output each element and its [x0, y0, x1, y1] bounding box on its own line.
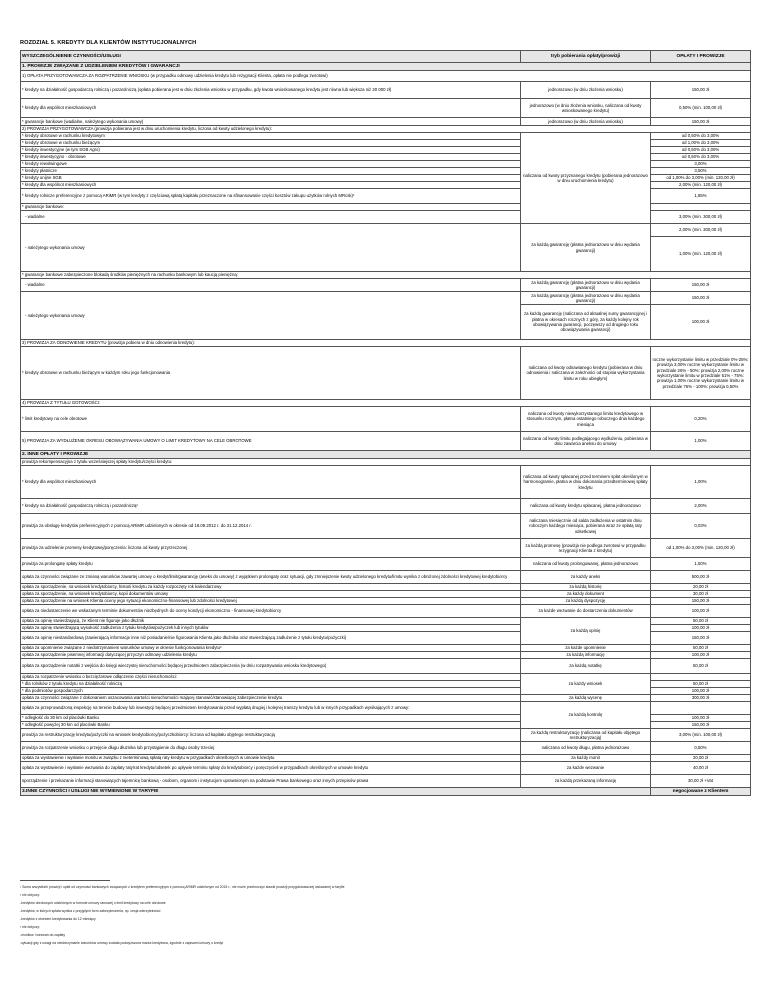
fee-cell: 100,00 zł — [651, 688, 751, 695]
table-row — [21, 591, 751, 598]
fee-cell: 20,00 zł — [651, 755, 751, 762]
service-cell: opłata za upomnienie związane z niedotrzymaniem warunków umowy w okresie funkcjonowania kredytu³ — [21, 645, 521, 652]
mode-cell: za każdą restrukturyzację (naliczana od kapitału objętego restrukturyzacją) — [521, 729, 651, 742]
fee-cell: 500,00 zł — [651, 571, 751, 584]
service-cell: * kredyty rewolwingowe — [21, 161, 521, 168]
service-cell: * kredyty obrotowe w rachunku bieżącym — [21, 140, 521, 147]
service-cell: prowizja za restrukturyzację kredytu/pożyczki na wniosek kredytobiorcy/pożyczkobiorcy: liczona od kapitału objętego restrukturyzacją — [21, 729, 521, 742]
fee-cell: 1,00% — [651, 432, 751, 451]
service-cell: opłata za niedostarczenie we wskazanym terminie dokumentów niezbędnych do oceny kondycji ekonomiczno - finansowej kredytobiorcy — [21, 605, 521, 618]
section-title: 3.INNE CZYNNOŚCI I USŁUGI NIE WYMIENIONE W TARYFIE — [21, 788, 651, 796]
fee-cell: 0,50% — [651, 742, 751, 755]
mode-cell: za każdą gwarancję (płatna jednorazowo w dniu wydania gwarancji) — [521, 292, 651, 305]
table-row — [21, 99, 751, 118]
fee-cell: 100,00 zł — [651, 305, 751, 340]
fee-cell — [651, 674, 751, 681]
service-cell: * kredyty rolnicze preferencyjne z pomocą ARiMR (w tym kredyty z częściową spłatą kapitału przeznaczone na sfinansowanie części kosztów zakupu użytków rolnych MRcsk)¹ — [21, 189, 521, 204]
fee-cell: negocjowane z Klientem — [651, 788, 751, 796]
fee-cell: 150,00 zł — [651, 82, 751, 99]
fee-cell: od 0,50% do 3,00% — [651, 133, 751, 140]
table-row — [21, 558, 751, 571]
fee-cell: 2,00% (min. 300,00 zł) — [651, 224, 751, 237]
service-cell: * kredyty inwestycyjno - obrotowe — [21, 154, 521, 161]
subsection-row — [21, 459, 751, 466]
service-cell: prowizja za obsługę kredytów preferencyjnych z pomocą ARiMR udzielonych w okresie od 18.09.2012 r. do 31.12.2014 r. — [21, 514, 521, 539]
table-row — [21, 466, 751, 499]
fee-cell: 30,00 zł — [651, 591, 751, 598]
table-row — [21, 729, 751, 742]
table-header — [21, 51, 751, 63]
service-cell: * odległość do 30 km od placówki Banku — [21, 715, 521, 722]
service-cell: opłata za opinię stwierdzającą wysokość zadłużenia z tytułu kredytów/pożyczek lub innych tytułów — [21, 625, 521, 632]
subsection-title: 1) OPŁATA PRZYGOTOWAWCZA ZA ROZPATRZENIE WNIOSKU (w przypadku odmowy udzielenia kredytu lub rezygnacji Klienta, opłata nie podlega zwrotowi) — [21, 71, 751, 82]
table-row — [21, 605, 751, 618]
service-cell: - wadialne — [21, 211, 521, 224]
subsection-title: * gwarancje bankowe zabezpieczone blokadą środków pieniężnych na rachunku bankowym lub kaucją pieniężną: — [21, 272, 751, 279]
mode-cell: naliczana od kwoty prolongowanej, płatna jednorazowo — [521, 558, 651, 571]
fee-cell: 1,50% — [651, 558, 751, 571]
table-row — [21, 762, 751, 775]
mode-cell: za każde wezwanie do dostarczenia dokumentów — [521, 605, 651, 618]
fee-cell: 1,00% (min. 120,00 zł) — [651, 237, 751, 272]
fee-cell: od 1,00% do 3,00% (min. 120,00 zł) — [651, 539, 751, 558]
service-cell: opłata za rozpatrzenie wniosku o bezciężarowe odłączenie części nieruchomości: — [21, 674, 521, 681]
section-row — [21, 451, 751, 459]
table-row — [21, 407, 751, 432]
subsection-row — [21, 126, 751, 133]
fee-cell: 150,00 zł — [651, 722, 751, 729]
table-row — [21, 755, 751, 762]
service-cell: * kredyty unijne SGB — [21, 175, 521, 182]
footnote-divider — [20, 880, 110, 881]
mode-cell: za każdy wniosek — [521, 674, 651, 695]
footnote: ¹ Suma wszystkich prowizji i opłat od czynności bankowych związanych z kredytem preferencyjnym z pomocą ARiMR udzielonym od 2015 r., nie może przekroczyć stawki prowizji przygotowawczej wskazanej w taryfie — [20, 885, 345, 889]
fee-cell: 150,00 zł — [651, 118, 751, 126]
section-row — [21, 63, 751, 71]
table-row — [21, 645, 751, 652]
page-title: ROZDZIAŁ 5. KREDYTY DLA KLIENTÓW INSTYTUCJONALNYCH — [20, 40, 197, 46]
mode-cell: za każdy aneks — [521, 571, 651, 584]
service-cell: * gwarancje bankowe: — [21, 204, 521, 211]
service-cell: * dla rolników z tytułu kredytu na działalność rolniczą — [21, 681, 521, 688]
service-cell: opłata za sporządzenie, na wniosek kredytobiorcy, kopii dokumentów umowy — [21, 591, 521, 598]
fee-cell: 50,00 zł — [651, 659, 751, 674]
header-service: WYSZCZEGÓLNIENIE CZYNNOŚCI/USŁUGI — [21, 51, 521, 63]
table-row — [21, 133, 751, 140]
footnote: -sytuacji gdy z uwagi na niedotrzymanie warunków umowy została podwyższona marża kredytowa, zgodnie z zapisami umowy o kredyt — [20, 941, 224, 945]
section-title: 2. INNE OPŁATY I PROWIZJE — [21, 451, 751, 459]
service-cell: * dla podmiotów gospodarczych — [21, 688, 521, 695]
footnote: -kredytów, w których spłata wynika z przyjętych form zabezpieczenia, np. cesja wierzytelności — [20, 909, 161, 913]
table-row — [21, 598, 751, 605]
fee-cell: 1,85% — [651, 189, 751, 204]
footnote: ² nie dotyczy: — [20, 893, 40, 897]
table-body — [21, 63, 751, 796]
fee-cell — [651, 702, 751, 715]
service-cell: opłata za sporządzenie notatki z wejścia do księgi wieczystej nieruchomości będącej przedmiotem zabezpieczenia (w dniu rozpatrywania wniosku kredytowego) — [21, 659, 521, 674]
table-row — [21, 514, 751, 539]
table-row — [21, 292, 751, 305]
fee-cell: 20,00 zł — [651, 584, 751, 591]
subsection-row — [21, 340, 751, 347]
mode-cell: za każdą przekazaną informację — [521, 775, 651, 788]
fee-cell: 3,00% (min. 300,00 zł) — [651, 211, 751, 224]
table-row — [21, 584, 751, 591]
footnote: -kredytów z okresem kredytowania do 12 miesięcy — [20, 917, 96, 921]
service-cell: opłata za przeprowadzoną inspekcję na terenie budowy lub inwestycji będącej przedmiotem kredytowania przed wypłatą drugiej i kolejnej transzy kredytu lub w innych przypadkach wynikających z umowy: — [21, 702, 521, 715]
fee-cell: 3,00% — [651, 161, 751, 168]
mode-cell: za każdą kontrolę — [521, 702, 651, 729]
table-row — [21, 118, 751, 126]
mode-cell: za każdą opinię — [521, 618, 651, 645]
table-row — [21, 539, 751, 558]
fee-cell: 50,00 zł — [651, 681, 751, 688]
footnote: -monitów i wezwań do zapłaty — [20, 933, 66, 937]
service-cell: - należytego wykonania umowy — [21, 224, 521, 272]
fee-cell: 0,50% (min. 100,00 zł) — [651, 99, 751, 118]
service-cell: * kredyty płatnicze — [21, 168, 521, 175]
mode-cell: za każdą wycenę — [521, 695, 651, 702]
service-cell: 5) PROWIZJA ZA WYDŁUŻENIE OKRESU OBOWIĄZYWANIA UMOWY O LIMIT KREDYTOWY NA CELE OBROTOWE — [21, 432, 521, 451]
subsection-row — [21, 400, 751, 407]
service-cell: * limit kredytowy na cele obrotowe — [21, 407, 521, 432]
fee-cell: roczne wykorzystanie limitu w przedziale 0%-25%: prowizja 3,00% roczne wykorzystanie limitu w przedziale 26% - 50%: prowizja 2,00% roczne wykorzystanie limitu w przedziale 51% - 75%: prowizja 1,00% roczne wykorzystanie limitu w przedziale 76% - 100%: prowizja 0,50% — [651, 347, 751, 400]
mode-cell: za każdy dokument — [521, 591, 651, 598]
fee-cell: 150,00 zł — [651, 279, 751, 292]
service-cell: opłata za opinię niestandardową (zawierającą informacje inne niż posiadanie/nie figurowania Klienta jako dłużnika oraz stwierdzającą zadłużenie z tytułu kredytu/pożyczki) — [21, 632, 521, 645]
table-row — [21, 571, 751, 584]
footnote: -kredytów obrotowych udzielonych w formule umowy ramowej o limit kredytowy na cele obrotowe — [20, 901, 166, 905]
subsection-title: prowizja rekompensacyjna z tytułu wcześniejszej spłaty kredytu/części kredytu: — [21, 459, 751, 466]
table-row — [21, 279, 751, 292]
table-row — [21, 224, 751, 237]
fee-cell: od 0,50% do 3,00% — [651, 147, 751, 154]
service-cell: * gwarancje bankowe (wadialne, należytego wykonania umowy) — [21, 118, 521, 126]
subsection-title: 2) PROWIZJA PRZYGOTOWAWCZA (prowizja pobierana jest w dniu uruchomienia kredytu, liczona od kwoty udzielonego kredytu): — [21, 126, 751, 133]
mode-cell: za każdą gwarancję (płatna jednorazowo w dniu wydania gwarancji) — [521, 224, 651, 272]
fee-cell: 0,20% — [651, 407, 751, 432]
table-row — [21, 702, 751, 715]
mode-cell: za każdą historię — [521, 584, 651, 591]
service-cell: * kredyty dla wspólnot mieszkaniowych — [21, 466, 521, 499]
mode-cell: jednorazowo (w dniu złożenia wniosku) — [521, 118, 651, 126]
service-cell: opłata za sporządzenie, na wniosek kredytobiorcy, historii kredytu za każdy rozpoczęty rok kalendarzowy — [21, 584, 521, 591]
subsection-title: 3) PROWIZJA ZA ODNOWIENIE KREDYTU (prowizja pobiera w dniu odnowienia kredytu): — [21, 340, 751, 347]
table-row — [21, 82, 751, 99]
service-cell: * odległość powyżej 30 km od placówki Banku — [21, 722, 521, 729]
table-row — [21, 272, 751, 279]
mode-cell: za każdą gwarancję (płatna jednorazowo w dniu wydania gwarancji) — [521, 279, 651, 292]
fee-cell: od 1,00% do 3,00% (min. 120,00 zł) — [651, 175, 751, 182]
mode-cell: za każdą promesę (prowizja nie podlega zwrotowi w przypadku rezygnacji Klienta z kredytu) — [521, 539, 651, 558]
fee-cell: 300,00 zł — [651, 695, 751, 702]
table-row — [21, 695, 751, 702]
service-cell: * kredyty obrotowe w rachunku bieżącym w każdym roku jego funkcjonowania — [21, 347, 521, 400]
service-cell: prowizja za prolongatę spłaty kredytu — [21, 558, 521, 571]
fee-cell: od 0,50% do 3,00% — [651, 154, 751, 161]
fee-cell — [651, 204, 751, 211]
mode-cell: za każdą gwarancję (naliczana od aktualnej sumy gwarancyjnej i płatna w okresach rocznych z góry, za każdy kolejny rok obowiązywania gwarancji, poczęwszy od drugiego roku obowiązywania gwarancji) — [521, 305, 651, 340]
fee-cell: 100,00 zł — [651, 605, 751, 618]
fee-cell: 150,00 zł — [651, 598, 751, 605]
table-row — [21, 775, 751, 788]
service-cell: sporządzenie i przekazanie informacji stanowiących tajemnicę bankową - osobom, organom i instytucjom uprawnionym na podstawie Prawa bankowego oraz innych przepisów prawa — [21, 775, 521, 788]
mode-cell: naliczana od kwoty kredytu spłacanej, płatna jednorazowo — [521, 499, 651, 514]
mode-cell: naliczana od kwoty niewykorzystanego limitu kredytowego w stosunku rocznym, płatna ostatniego roboczego dnia każdego miesiąca — [521, 407, 651, 432]
service-cell: * kredyty dla wspólnot mieszkaniowych — [21, 99, 521, 118]
table-row — [21, 652, 751, 659]
mode-cell: naliczana od kwoty odnawianego kredytu (pobierana w dniu odnowienia i naliczana w zależności od stopnia wykorzystania limitu w roku ubiegłym) — [521, 347, 651, 400]
table-row — [21, 618, 751, 625]
mode-cell: naliczana od kwoty długu, płatna jednorazowo — [521, 742, 651, 755]
service-cell: opłata za sporządzenie pisemnej informacji dotyczącej przyczyn odmowy udzielenia kredytu — [21, 652, 521, 659]
mode-cell: naliczana miesięcznie od salda zadłużenia w ostatnim dniu roboczym każdego miesiąca, pobierana wraz ze spłatą raty odsetkowej — [521, 514, 651, 539]
fee-cell: 100,00 zł — [651, 652, 751, 659]
service-cell: prowizja za rozpatrzenie wniosku o przejęcie długu dłużnika lub przystąpienie do długu osoby trzeciej — [21, 742, 521, 755]
service-cell: * kredyty obrotowe w rachunku kredytowym — [21, 133, 521, 140]
fee-cell: 50,00 zł — [651, 645, 751, 652]
service-cell: * kredyty inwestycyjne (w tym SGB Agro) — [21, 147, 521, 154]
table-row — [21, 347, 751, 400]
fee-cell: 2,00% (min. 120,00 zł) — [651, 182, 751, 189]
mode-cell: za każdą notatkę — [521, 659, 651, 674]
mode-cell: za każde upomnienie — [521, 645, 651, 652]
fee-cell: od 1,00% do 3,00% — [651, 140, 751, 147]
table-row — [21, 432, 751, 451]
mode-cell: za każdy monit — [521, 755, 651, 762]
service-cell: - wadialne — [21, 279, 521, 292]
service-cell: opłata za wystawienie i wysłanie monitu w związku z nieterminową spłatą raty kredytu w przypadkach określonych w umowie kredytu — [21, 755, 521, 762]
service-cell: - należytego wykonania umowy — [21, 292, 521, 340]
service-cell: * kredyty na działalność gospodarczą rolniczą i pozarolniczą² — [21, 499, 521, 514]
fee-cell: 2,00% — [651, 499, 751, 514]
fee-cell: 0,03% — [651, 514, 751, 539]
mode-cell: naliczana od kwoty spłacanej przed terminem spłat określonym w harmonogramie, płatna w dniu dokonania przedterminowej spłaty kredytu — [521, 466, 651, 499]
section-row — [21, 788, 751, 796]
table-row — [21, 499, 751, 514]
mode-cell: za każdą informację — [521, 652, 651, 659]
header-fee: OPŁATY I PROWIZJE — [651, 51, 751, 63]
table-row — [21, 674, 751, 681]
fee-cell: 150,00 zł — [651, 292, 751, 305]
service-cell: opłata za sporządzenie na wniosek Klienta oceny jego sytuacji ekonomiczno-finansowej lub zdolności kredytowej — [21, 598, 521, 605]
service-cell: * kredyty dla wspólnot mieszkaniowych — [21, 182, 521, 189]
footnotes — [20, 883, 750, 947]
service-cell: opłata za wystawienie i wysłanie wezwania do zapłaty raty/rat kredytu/odsetek po upływie terminu spłaty do kredytobiorcy i poręczycieli w przypadkach określonych w umowie kredytu — [21, 762, 521, 775]
table-row — [21, 659, 751, 674]
fees-table — [20, 50, 751, 796]
fee-cell: 50,00 zł — [651, 618, 751, 625]
service-cell: * kredyty na działalność gospodarczą rolniczą i pozarolniczą (opłata pobierana jest w dniu złożenia wniosku w przypadku, gdy kwota wnioskowanego kredytu jest równa lub większa niż 20 000 zł) — [21, 82, 521, 99]
fee-cell: 30,00 zł +Vat — [651, 775, 751, 788]
mode-cell: naliczana od kwoty przyznanego kredytu (pobierana jednorazowo w dniu uruchomienia kredytu) — [521, 133, 651, 224]
mode-cell: naliczana od kwoty limitu podlegającego wydłużeniu, pobierana w dniu zawarcia aneksu do umowy — [521, 432, 651, 451]
mode-cell: za każde wezwanie — [521, 762, 651, 775]
service-cell: prowizja za udzielenie promesy kredytowej/poręczenia: liczona od kwoty przyrzeczonej — [21, 539, 521, 558]
header-mode: tryb pobierania opłaty/prowizji — [521, 51, 651, 63]
service-cell: opłata za opinię stwierdzającą, że Klient nie figuruje jako dłużnik — [21, 618, 521, 625]
mode-cell: jednorazowo (w dniu złożenia wniosku) — [521, 82, 651, 99]
subsection-row — [21, 71, 751, 82]
table-row — [21, 742, 751, 755]
subsection-title: 4) PROWIZJA Z TYTUŁU GOTOWOŚCI: — [21, 400, 751, 407]
service-cell: opłata za czynności związane z dokonaniem oszacowania wartości nieruchomości mającej stanowić/stanowiącej zabezpieczenie kredytu — [21, 695, 521, 702]
fee-cell: 100,00 zł — [651, 625, 751, 632]
mode-cell: za każdą dyspozycję — [521, 598, 651, 605]
fee-cell: 150,00 zł — [651, 632, 751, 645]
section-title: 1. PROWIZJE ZWIĄZANE Z UDZIELENIEM KREDYTÓW I GWARANCJI — [21, 63, 751, 71]
fee-cell: 1,00% — [651, 466, 751, 499]
footnote: ³ nie dotyczy: — [20, 925, 40, 929]
fee-cell: 3,50% — [651, 168, 751, 175]
fee-cell: 100,00 zł — [651, 715, 751, 722]
fee-cell: 40,00 zł — [651, 762, 751, 775]
fee-cell: 3,00% (min. 100,00 zł) — [651, 729, 751, 742]
service-cell: opłata za czynności związane ze zmianą warunków zawartej umowy o kredyt/limit/gwarancję (aneks do umowy) z wyjątkiem prolongaty oraz sytuacji, gdy zmniejszenie kwoty udzielonego kredytu/limitu wynika z obniżonej zdolności kredytowej kredytobiorcy — [21, 571, 521, 584]
mode-cell: jednorazowo (w dniu złożenia wniosku, naliczana od kwoty wnioskowanego kredytu) — [521, 99, 651, 118]
